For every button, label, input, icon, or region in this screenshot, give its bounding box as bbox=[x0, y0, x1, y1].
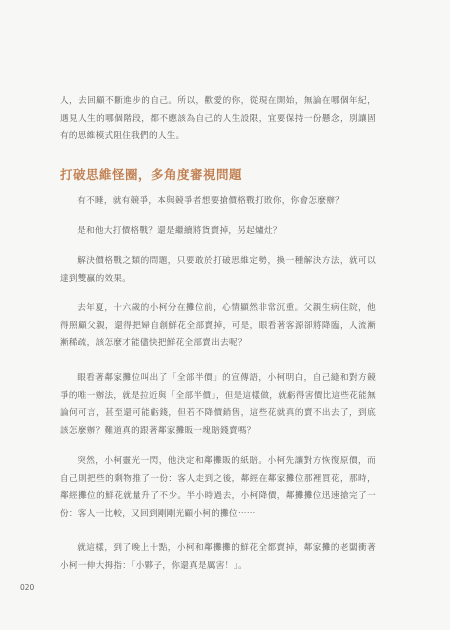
paragraph: 解決價格戰之類的問題，只要敢於打破思維定勢，換一種解決方法，就可以達到雙贏的效果。 bbox=[60, 256, 376, 284]
section-heading: 打破思維怪圈，多角度審視問題 bbox=[60, 167, 243, 182]
paragraph: 去年夏，十六歲的小柯分在攤位前，心情顯然非常沉重。父親生病住院，他得照顧父親，還得把婦自創鮮花全部賣掉，可是，眼看著客源卻將降臨，人流漸漸稀疏，該怎麼才能儘快把鮮花全部賣出去呢？ bbox=[60, 303, 376, 348]
paragraph: 就這樣，到了晚上十點，小柯和鄰攤攤的鮮花全都賣掉，鄰家攤的老闆衝著小柯一伸大拇指：「小夥子，你還真是厲害！」。 bbox=[60, 543, 376, 571]
paragraph: 是和他大打價格戰？還是繼續將貨賣掉，另起爐灶？ bbox=[77, 226, 282, 236]
paragraph-intro-continuation: 人，去回顧不斷進步的自己。所以，歡愛的你，從現在開始，無論在哪個年紀，遇見人生的哪個階段，都不應該為自己的人生設限，宜要保持一份懸念，別讓固有的思維模式阻住我們的人生。 bbox=[60, 96, 376, 141]
paragraph: 眼看著鄰家攤位叫出了「全部半價」的宣傳語，小柯明白，自己縫和對方競爭的唯一辦法，就是拉近與「全部半價」，但是這樣做，就虧得害價比這些花能無論何可言，甚至還可能虧錢，但若不降價銷售，這些花就真的賣不出去了，到底該怎麼辦？難道真的跟著鄰家攤販一塊賠錢賣嗎？ bbox=[60, 373, 376, 436]
paragraph: 突然，小柯靈光一閃，他決定和鄰攤販的紙賠。小柯先讓對方恢復原價，而自己則把些的剩物推了一份：客人走到之後，鄰經在鄰家攤位那裡買花，那時，鄰經攤位的鮮花就量升了不少。半小時過去，小柯降價，鄰攤攤位迅速搶完了一份：客人一比較，又回到剛剛光顧小柯的攤位⋯⋯ bbox=[60, 456, 376, 519]
page-number: 020 bbox=[20, 583, 35, 592]
paragraph: 有不睡，就有競爭，本與競爭者想要搶價格戰打敗你，你會怎麼辦？ bbox=[77, 196, 345, 206]
